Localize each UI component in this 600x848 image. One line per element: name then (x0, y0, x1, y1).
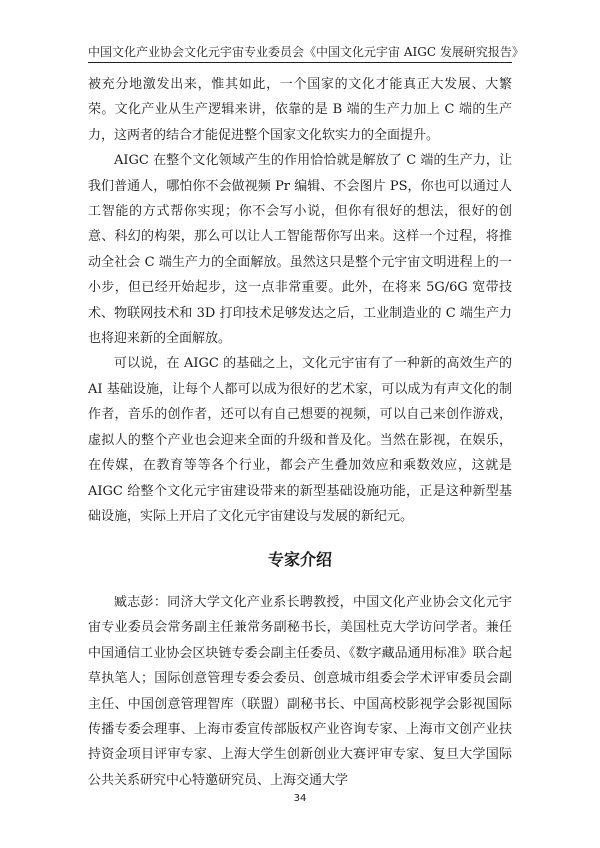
header-divider (88, 62, 512, 63)
body-text (88, 72, 512, 529)
body-paragraph-3: 可以说，在 AIGC 的基础之上，文化元宇宙有了一种新的高效生产的 AI 基础设施，让每个人都可以成为很好的艺术家，可以成为有声文化的制作者，音乐的创作者，还可以有自己想要的视频，可以自己来创作游戏，虚拟人的整个产业也会迎来全面的升级和普及化。当然在影视，在娱乐，在传媒，在教育等等各个行业，都会产生叠加效应和乘数效应，这就是 AIGC 给整个文化元宇宙建设带来的新型基础设施功能，正是这种新型基础设施，实际上开启了文化元宇宙建设与发展的新纪元。 (88, 356, 512, 524)
expert-section-title: 专家介绍 (267, 550, 332, 569)
page-number: 34 (293, 793, 307, 804)
page-header (88, 40, 524, 60)
expert-paragraph: 臧志彭：同济大学文化产业系长聘教授，中国文化产业协会文化元宇宙专业委员会常务副主任兼常务副秘书长，美国杜克大学访问学者。兼任中国通信工业协会区块链专委会副主任委员、《数字藏品通用标准》联合起草执笔人；国际创意管理专委会委员、创意城市组委会学术评审委员会副主任、中国创意管理智库（联盟）副秘书长、中国高校影视学会影视国际传播专委会理事、上海市委宣传部版权产业咨询专家、上海市文创产业扶持资金项目评审专家、上海大学生创新创业大赛评审专家、复旦大学国际公共关系研究中心特邀研究员、上海交通大学 (88, 595, 512, 788)
body-paragraph-2: AIGC 在整个文化领域产生的作用恰恰就是解放了 C 端的生产力，让我们普通人，哪怕你不会做视频 Pr 编辑、不会图片 PS，你也可以通过人工智能的方式帮你实现；你不会写小说，但你有很好的想法，很好的创意、科幻的构架，那么可以让人工智能帮你写出来。这样一个过程，将推动全社会 C 端生产力的全面解放。虽然这只是整个元宇宙文明进程上的一小步，但已经开始起步，这一点非常重要。此外，在将来 5G/6G 宽带技术、物联网技术和 3D 打印技术足够发达之后，工业制造业的 C 端生产力也将迎来新的全面解放。 (88, 153, 512, 347)
header-left-title: 中国文化产业协会文化元宇宙专业委员会 (88, 45, 305, 59)
header-right-title: 《中国文化元宇宙 AIGC 发展研究报告》 (304, 45, 524, 59)
body-paragraph-1: 被充分地激发出来，惟其如此，一个国家的文化才能真正大发展、大繁荣。文化产业从生产逻辑来讲，依靠的是 B 端的生产力加上 C 端的生产力，这两者的结合才能促进整个国家文化软实力的全面提升。 (88, 77, 512, 143)
expert-intro (88, 590, 512, 793)
